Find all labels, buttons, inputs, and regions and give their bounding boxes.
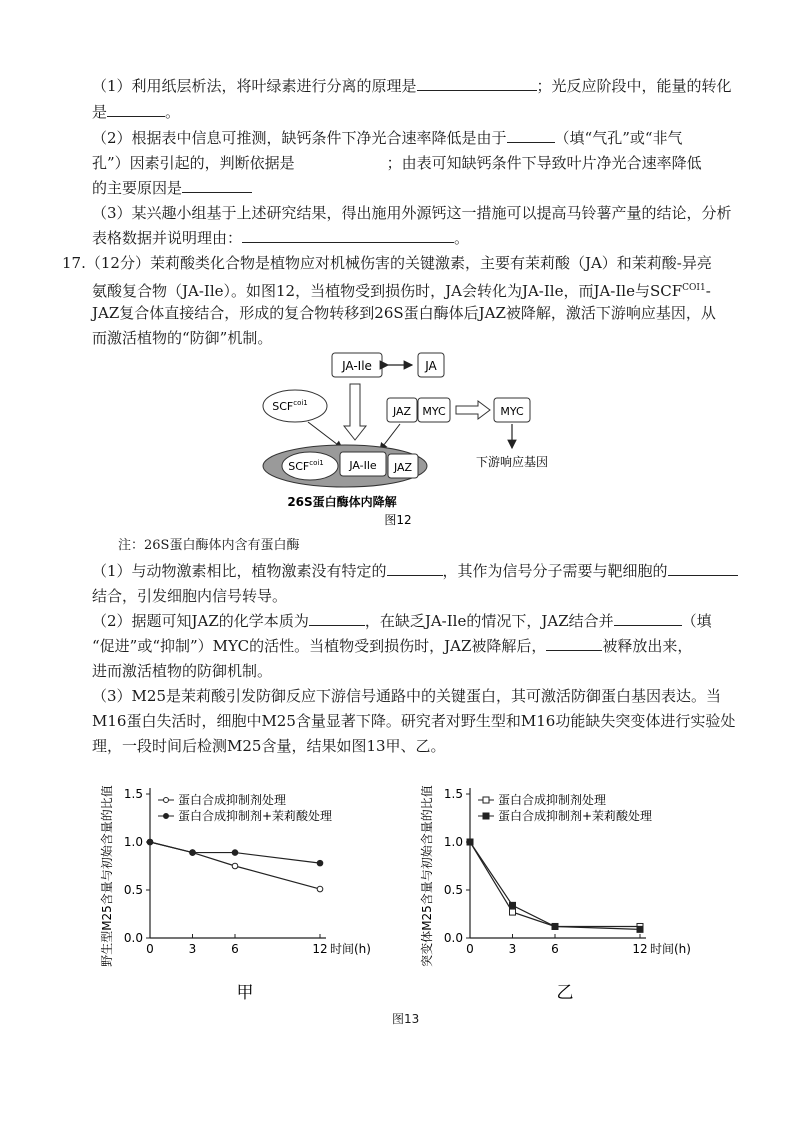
legend-label: 蛋白合成抑制剂处理 (178, 793, 287, 807)
ja-ile-label: JA-Ile (342, 359, 372, 373)
q16-line-1 (92, 76, 732, 96)
binding-arrow (344, 384, 366, 440)
q16-line-2 (92, 102, 180, 122)
data-point (232, 850, 238, 856)
q17-line-4 (92, 328, 272, 348)
answer-blank[interactable] (182, 178, 252, 193)
downstream-gene-label: 下游响应基因 (475, 455, 549, 469)
y-tick-label: 1.0 (123, 835, 143, 849)
q16-text: ；由表可知缺钙条件下导致叶片净光合速率降低 (386, 154, 702, 172)
data-point (317, 886, 323, 892)
legend-marker (164, 814, 169, 819)
q16-text: 表格数据并说明理由： (92, 229, 243, 247)
data-point (510, 909, 516, 915)
q16-line-3 (92, 128, 683, 148)
q16-text: ；光反应阶段中，能量的转化 (536, 77, 732, 95)
answer-blank[interactable] (107, 102, 165, 117)
q16-line-5 (92, 178, 252, 198)
figure-12 (250, 348, 570, 528)
y-tick-label: 1.5 (443, 787, 463, 801)
data-point (510, 902, 516, 908)
q17-sub-3b (92, 711, 735, 731)
data-point (317, 860, 323, 866)
legend-label: 蛋白合成抑制剂+茉莉酸处理 (178, 809, 333, 823)
q17-sub-1b (92, 586, 287, 606)
q16-text: （2）根据表中信息可推测，缺钙条件下净光合速率降低是由于 (92, 129, 507, 147)
jaz-arrow (380, 424, 400, 450)
q16-text: 。 (454, 229, 470, 247)
figure-note (118, 536, 299, 556)
q17-line-1 (62, 253, 712, 273)
q17-text: 17.（12分）茉莉酸类化合物是植物应对机械伤害的关键激素，主要有茉莉酸（JA）和茉莉酸-异亮 (62, 254, 712, 272)
legend-label: 蛋白合成抑制剂+茉莉酸处理 (498, 809, 653, 823)
q17-sub-text: （1）与动物激素相比，植物激素没有特定的 (92, 562, 387, 580)
q17-line-2 (92, 278, 711, 301)
x-tick-label: 3 (508, 942, 517, 956)
answer-blank[interactable] (417, 76, 537, 91)
answer-blank[interactable] (387, 561, 443, 576)
answer-blank[interactable] (614, 611, 682, 626)
q17-text: 氨酸复合物（JA-Ile）。如图12，当植物受到损伤时，JA会转化为JA-Ile，而JA-Ile与SCF (92, 282, 683, 300)
q17-sub-3a (92, 686, 721, 706)
answer-blank[interactable] (242, 228, 454, 243)
q17-sub-text: （2）据题可知JAZ的化学本质为 (92, 612, 309, 630)
data-point (232, 863, 238, 869)
chart-title: 乙 (556, 983, 574, 1003)
q17-text: JAZ复合体直接结合，形成的复合物转移到26S蛋白酶体后JAZ被降解，激活下游响应基因，从 (92, 304, 716, 322)
chart-mutant (415, 770, 705, 1010)
series-line (470, 842, 640, 929)
y-axis-label: 突变体M25含量与初始含量的比值 (420, 785, 434, 967)
q16-line-7 (92, 228, 469, 248)
jaz-complex-label: JAZ (393, 461, 413, 474)
x-tick-label: 0 (466, 942, 474, 956)
figure-12-caption: 图12 (384, 513, 412, 527)
y-tick-label: 0.0 (443, 931, 463, 945)
data-point (147, 839, 153, 845)
q17-sub-text: （3）M25是茉莉酸引发防御反应下游信号通路中的关键蛋白，其可激活防御蛋白基因表达。当 (92, 687, 721, 705)
ja-ile-complex-label: JA-Ile (349, 459, 377, 472)
y-axis-label: 野生型M25含量与初始含量的比值 (100, 785, 114, 967)
x-tick-label: 6 (231, 942, 239, 956)
figure-13-caption: 图13 (392, 1012, 420, 1026)
q17-sub-text: 被释放出来， (602, 637, 693, 655)
q17-sub-2a (92, 611, 712, 631)
x-tick-label: 12 (312, 942, 328, 956)
legend-marker (483, 813, 489, 819)
chart-title: 甲 (236, 983, 254, 1003)
q16-line-6 (92, 203, 732, 223)
q17-sub-3c (92, 736, 446, 756)
q16-text: （填“气孔”或“非气 (554, 129, 683, 147)
x-axis-label: 时间(h) (330, 942, 371, 956)
q17-superscript: COI1 (682, 283, 706, 293)
data-point (552, 923, 558, 929)
q16-text: 的主要原因是 (92, 179, 183, 197)
q17-sub-text: 结合，引发细胞内信号转导。 (92, 587, 288, 605)
q17-line-3 (92, 303, 716, 323)
myc-label: MYC (422, 405, 446, 418)
x-tick-label: 0 (146, 942, 154, 956)
answer-blank[interactable] (668, 561, 738, 576)
y-tick-label: 1.5 (123, 787, 143, 801)
q17-sub-text: ，其作为信号分子需要与靶细胞的 (442, 562, 668, 580)
q17-sub-2b (92, 636, 692, 656)
y-tick-label: 0.5 (123, 883, 143, 897)
data-point (637, 926, 643, 932)
q17-sub-text: M16蛋白失活时，细胞中M25含量显著下降。研究者对野生型和M16功能缺失突变体进行实验处 (92, 712, 736, 730)
jaz-label: JAZ (392, 405, 412, 418)
q17-sub-text: ，在缺乏JA-Ile的情况下，JAZ结合并 (364, 612, 614, 630)
q17-text: 而激活植物的“防御”机制。 (92, 329, 273, 347)
x-axis-label: 时间(h) (650, 942, 691, 956)
q16-text: 。 (165, 103, 181, 121)
legend-marker (483, 797, 489, 803)
q16-text: 是 (92, 103, 108, 121)
series-line (470, 842, 640, 926)
q16-line-4 (92, 153, 702, 173)
scf-arrow (308, 422, 342, 448)
x-tick-label: 6 (551, 942, 559, 956)
q17-text: - (705, 282, 711, 300)
answer-blank[interactable] (507, 128, 555, 143)
myc-free-label: MYC (500, 405, 524, 418)
q17-sub-1a (92, 561, 738, 581)
data-point (467, 839, 473, 845)
q16-text: 孔”）因素引起的，判断依据是 (92, 154, 295, 172)
y-tick-label: 1.0 (443, 835, 463, 849)
legend-label: 蛋白合成抑制剂处理 (498, 793, 607, 807)
legend-marker (164, 798, 169, 803)
q17-sub-text: 进而激活植物的防御机制。 (92, 662, 273, 680)
q16-text: （3）某兴趣小组基于上述研究结果，得出施用外源钙这一措施可以提高马铃薯产量的结论，分析 (92, 204, 732, 222)
scf-complex-label: $SCF^{coi1}$ (288, 459, 324, 473)
q17-sub-text: 理，一段时间后检测M25含量，结果如图13甲、乙。 (92, 737, 446, 755)
data-point (190, 850, 196, 856)
proteasome-label: 26S蛋白酶体内降解 (287, 495, 397, 509)
release-arrow (456, 401, 490, 419)
q17-sub-text: （填 (681, 612, 712, 630)
answer-blank[interactable] (546, 636, 602, 651)
ja-label: JA (425, 359, 437, 373)
q16-text: （1）利用纸层析法，将叶绿素进行分离的原理是 (92, 77, 417, 95)
answer-blank[interactable] (309, 611, 365, 626)
y-tick-label: 0.0 (123, 931, 143, 945)
x-tick-label: 12 (632, 942, 648, 956)
y-tick-label: 0.5 (443, 883, 463, 897)
q17-sub-2c (92, 661, 272, 681)
scf-label: $SCF^{coi1}$ (272, 399, 308, 413)
chart-wild-type (95, 770, 371, 1010)
x-tick-label: 3 (188, 942, 197, 956)
note-text: 注：26S蛋白酶体内含有蛋白酶 (118, 538, 300, 553)
q17-sub-text: “促进”或“抑制”）MYC的活性。当植物受到损伤时，JAZ被降解后， (92, 637, 547, 655)
